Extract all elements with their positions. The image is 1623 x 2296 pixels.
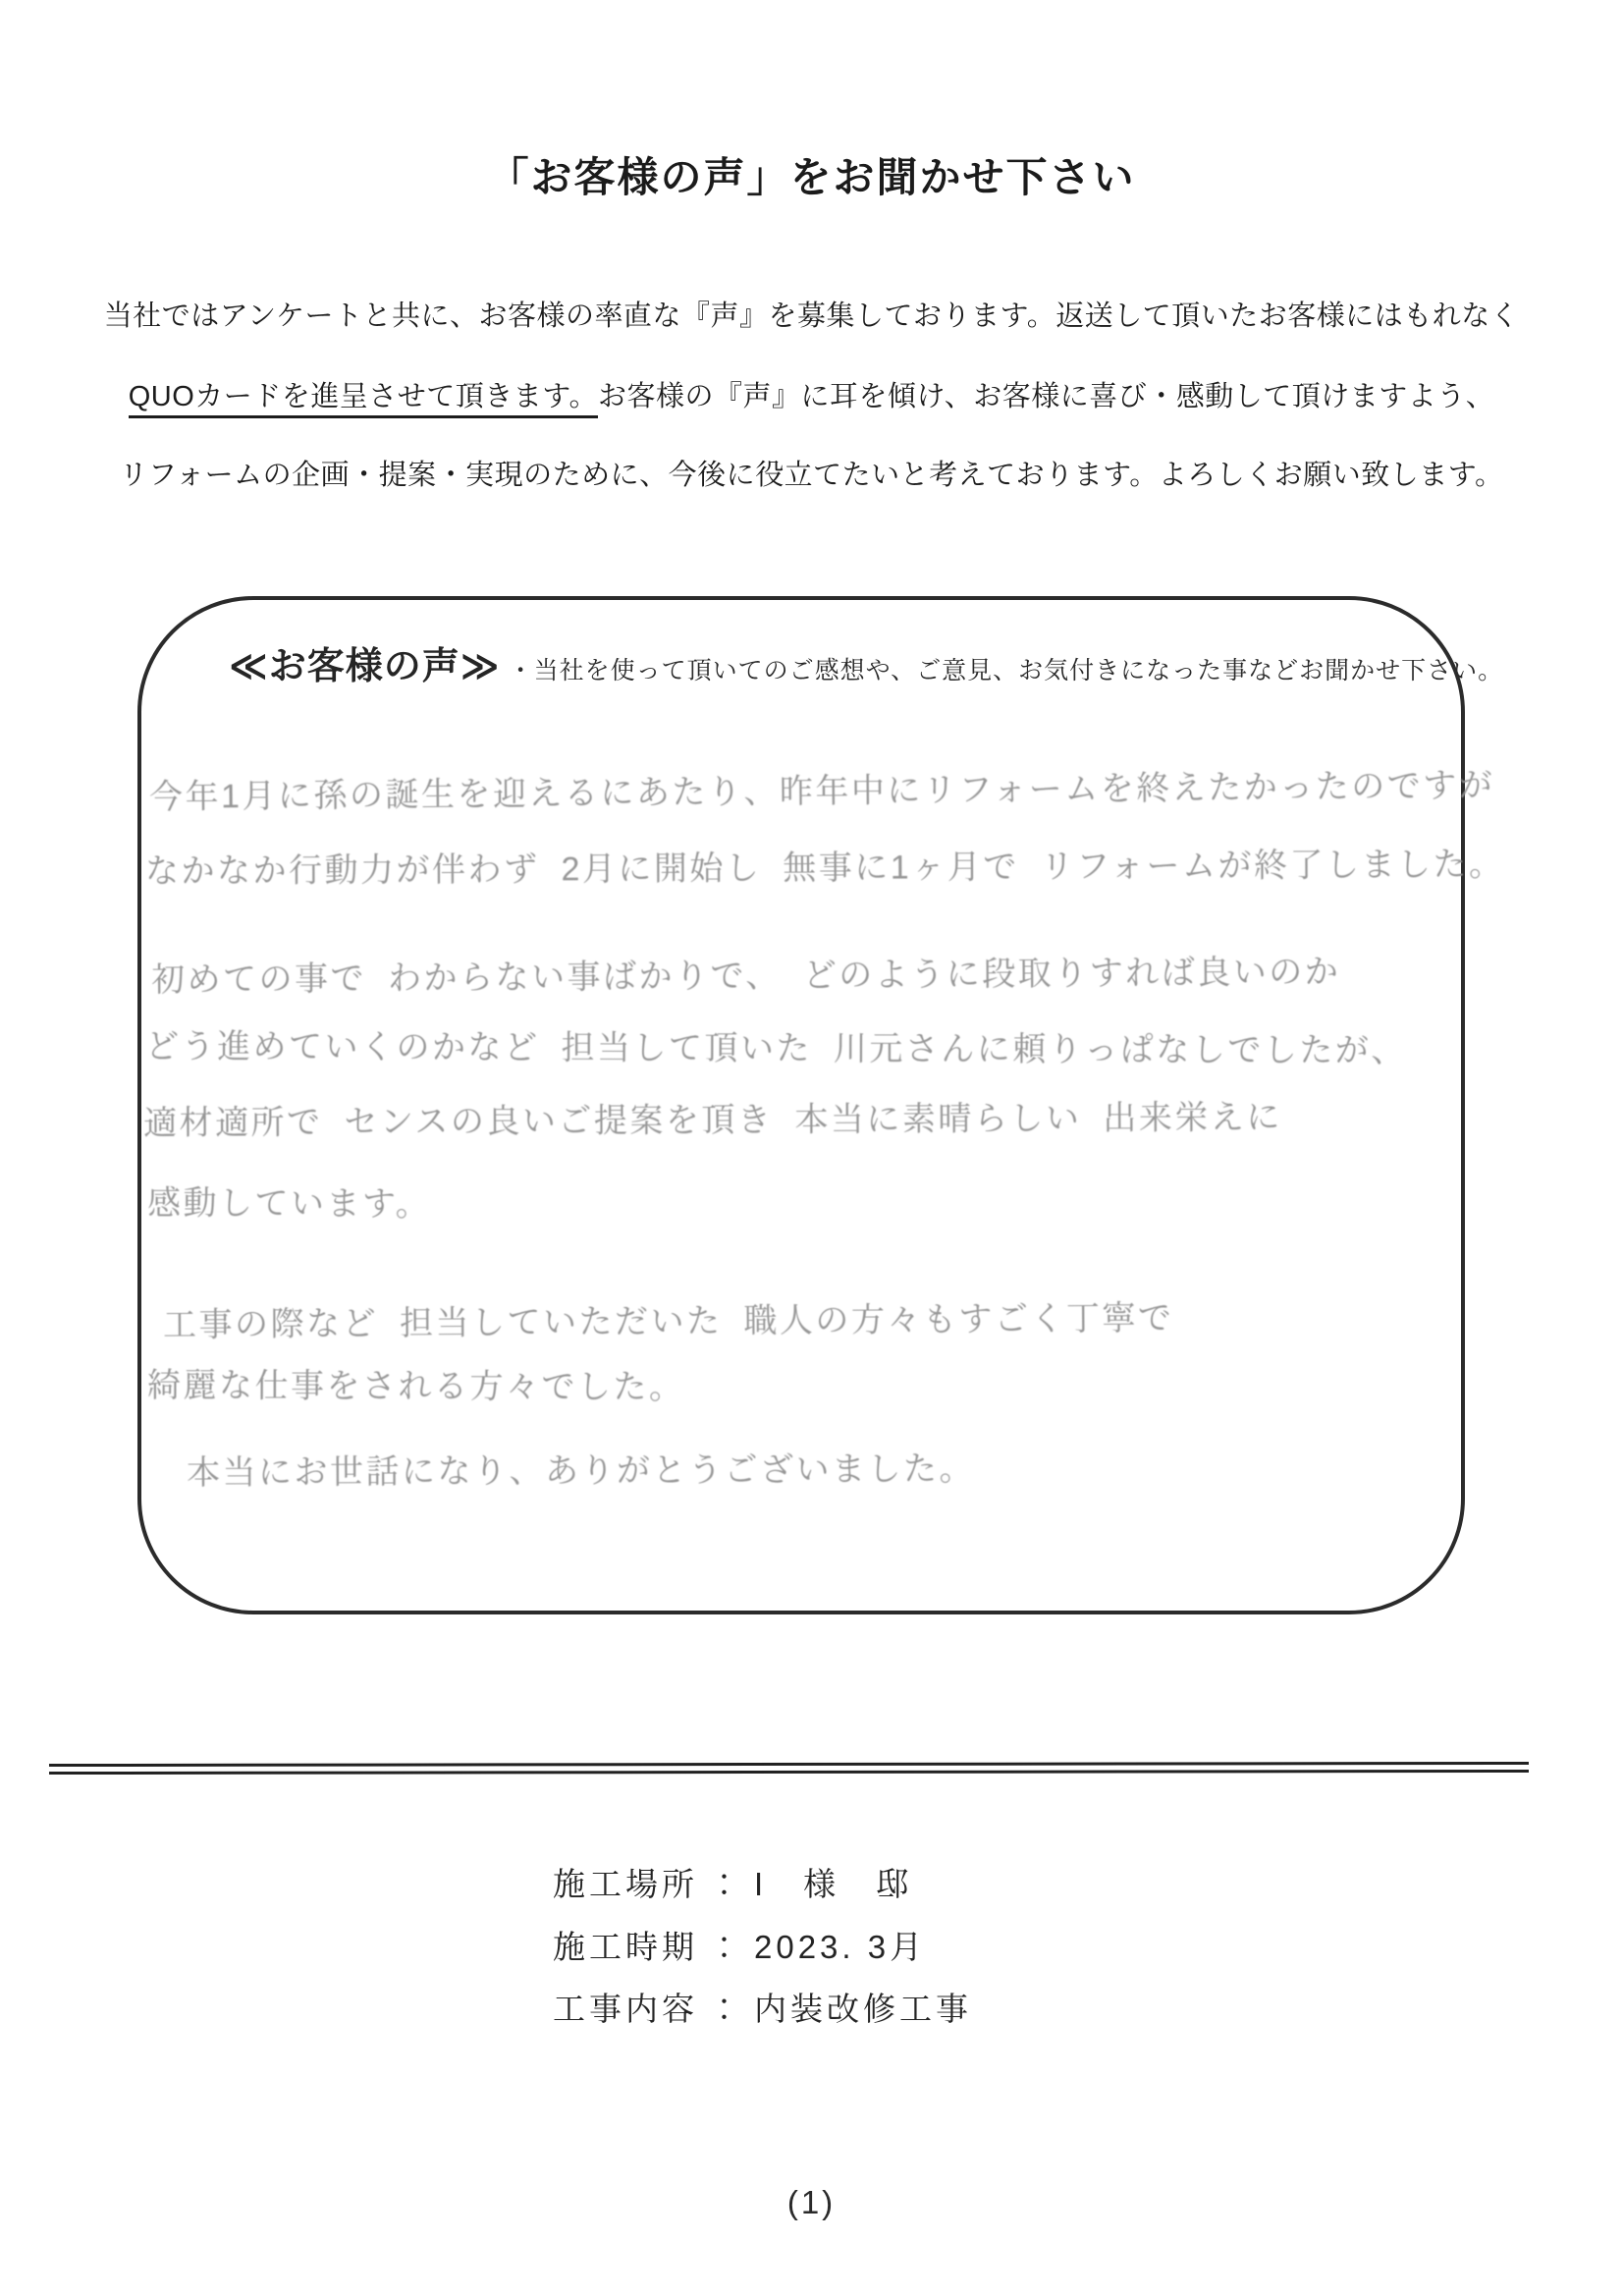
intro-line-1: 当社ではアンケートと共に、お客様の率直な『声』を募集しております。返送して頂いたお客様にはもれなく <box>103 301 1520 332</box>
info-row-location <box>553 1859 912 1905</box>
info-row-period <box>553 1922 926 1968</box>
handwritten-line: 本当にお世話になり、ありがとうございました。 <box>186 1449 976 1493</box>
voice-box-header <box>229 635 1503 689</box>
info-separator: ： <box>708 1929 744 1965</box>
handwritten-line: なかなか行動力が伴わず 2月に開始し 無事に1ヶ月で リフォームが終了しました。 <box>144 846 1505 891</box>
intro-line-3: リフォームの企画・提案・実現のために、今後に役立てたいと考えております。よろしくお願い致します。 <box>119 460 1504 491</box>
intro-line-2-underlined: QUOカードを進呈させて頂きます。 <box>129 381 598 418</box>
info-label: 工事内容 <box>553 1991 698 2027</box>
handwritten-line: 工事の際など 担当していただいた 職人の方々もすごく丁寧で <box>162 1299 1174 1344</box>
handwritten-line: 適材適所で センスの良いご提案を頂き 本当に素晴らしい 出来栄えに <box>142 1098 1282 1143</box>
info-value: I 様 邸 <box>754 1866 913 1902</box>
handwritten-line: どう進めていくのかなど 担当して頂いた 川元さんに頼りっぱなしでしたが、 <box>144 1027 1407 1070</box>
info-value: 2023. 3月 <box>754 1929 927 1965</box>
handwritten-line: 感動しています。 <box>146 1184 432 1224</box>
info-separator: ： <box>708 1866 744 1902</box>
info-separator: ： <box>708 1991 744 2027</box>
handwritten-line: 綺麗な仕事をされる方々でした。 <box>146 1367 685 1406</box>
document-title: 「お客様の声」をお聞かせ下さい <box>487 154 1136 200</box>
info-value: 内装改修工事 <box>754 1991 972 2027</box>
intro-line-2 <box>0 374 1623 414</box>
handwritten-line: 初めての事で わからない事ばかりで、 どのように段取りすれば良いのか <box>150 953 1341 1000</box>
info-label: 施工場所 <box>553 1866 698 1902</box>
double-rule-divider <box>49 1762 1529 1775</box>
voice-box-heading: ≪お客様の声≫ <box>229 646 501 687</box>
intro-line-2-rest: お客様の『声』に耳を傾け、お客様に喜び・感動して頂けますよう、 <box>597 381 1495 412</box>
page-number: (1) <box>786 2184 837 2220</box>
info-row-work-content <box>553 1984 972 2030</box>
info-label: 施工時期 <box>553 1929 698 1965</box>
voice-box-note: ・当社を使って頂いてのご感想や、ご意見、お気付きになった事などお聞かせ下さい。 <box>508 657 1504 684</box>
handwritten-line: 今年1月に孫の誕生を迎えるにあたり、昨年中にリフォームを終えたかったのですが <box>148 767 1495 816</box>
